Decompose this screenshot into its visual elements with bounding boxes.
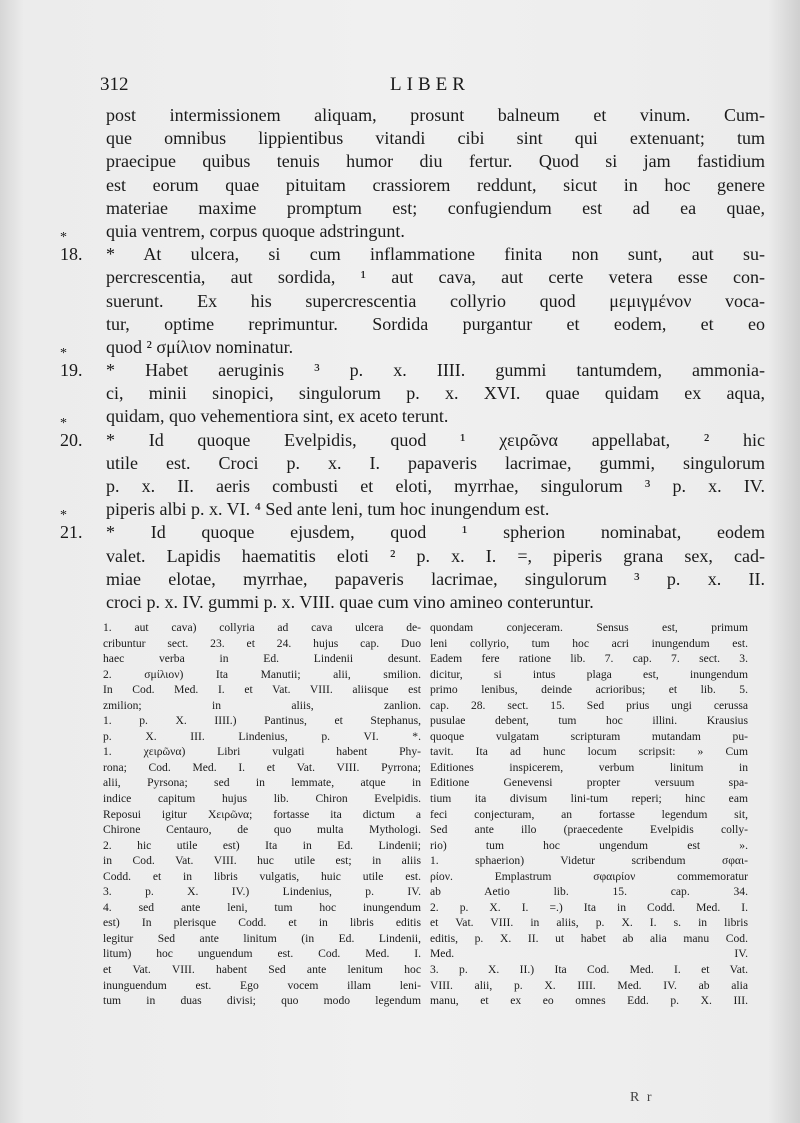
page-number: 312 bbox=[100, 74, 129, 95]
footnote-line bbox=[103, 651, 421, 667]
footnote-line bbox=[430, 636, 748, 652]
footnote-line bbox=[103, 869, 421, 885]
footnote-line bbox=[103, 682, 421, 698]
footnote-line bbox=[430, 744, 748, 760]
footnote-text: inunguendum est. Ego vocem illam leni- bbox=[103, 978, 421, 992]
footnote-text: 4. sed ante leni, tum hoc inungendum bbox=[103, 900, 421, 914]
footnote-text: rio) tum hoc ungendum est ». bbox=[430, 838, 748, 852]
text-line bbox=[60, 290, 765, 313]
footnote-line bbox=[103, 993, 421, 1009]
footnote-line bbox=[103, 791, 421, 807]
footnote-line bbox=[430, 807, 748, 823]
footnote-text: 1. sphaerion) Videtur scribendum σφαι- bbox=[430, 854, 748, 868]
footnote-line bbox=[430, 946, 748, 962]
footnote-line bbox=[430, 915, 748, 931]
footnote-text: VIII. alii, p. X. IIII. Med. IV. ab alia bbox=[430, 978, 748, 992]
footnote-line bbox=[430, 900, 748, 916]
line-text: suerunt. Ex his supercrescentia collyrio quod μεμιγμένον voca- bbox=[106, 290, 765, 311]
text-line bbox=[60, 150, 765, 173]
footnote-text: 3. p. X. IV.) Lindenius, p. IV. bbox=[103, 885, 421, 899]
footnote-text: dicitur, si intus plaga est, inungendum bbox=[430, 667, 748, 681]
footnote-text: est) In plerisque Codd. et in libris editis bbox=[103, 916, 421, 930]
footnote-line bbox=[103, 667, 421, 683]
footnotes-left-column bbox=[103, 620, 421, 1009]
footnote-text: et Vat. VIII. habent Sed ante lenitum hoc bbox=[103, 963, 421, 977]
text-line bbox=[60, 220, 765, 246]
line-text: quod ² σμίλιον nominatur. bbox=[106, 336, 294, 357]
footnote-line bbox=[430, 993, 748, 1009]
printer-signature: R r bbox=[630, 1090, 654, 1105]
text-line bbox=[60, 591, 765, 614]
footnote-text: 2. σμίλιον) Ita Manutii; alii, smilion. bbox=[103, 667, 421, 681]
line-text: est eorum quae pituitam crassiorem reddunt, sicut in hoc genere bbox=[106, 174, 765, 195]
text-line bbox=[60, 405, 765, 428]
line-text: * At ulcera, si cum inflammatione finita non sunt, aut su- bbox=[106, 244, 765, 265]
footnote-line bbox=[103, 978, 421, 994]
main-text bbox=[60, 104, 765, 614]
footnote-line bbox=[103, 760, 421, 776]
footnote-text: et Vat. VIII. in aliis, p. X. I. s. in libris bbox=[430, 916, 748, 930]
text-line bbox=[60, 313, 765, 336]
text-line bbox=[60, 475, 765, 498]
footnote-line bbox=[430, 791, 748, 807]
section-number: 19. bbox=[60, 360, 83, 381]
footnote-text: primo lenibus, deinde acrioribus; et lib. 5. bbox=[430, 683, 748, 697]
footnote-text: 2. hic utile est) Ita in Ed. Lindenii; bbox=[103, 838, 421, 852]
footnote-text: Med. IV. bbox=[430, 947, 748, 961]
line-text: p. x. II. aeris combusti et eloti, myrrhae, singulorum ³ p. x. IV. bbox=[106, 476, 765, 496]
line-text: materiae maxime promptum est; confugiendum est ad ea quae, bbox=[106, 197, 765, 218]
footnote-text: ρίον. Emplastrum σφαιρίον commemoratur bbox=[430, 869, 748, 883]
footnote-text: tavit. Ita ad hunc locum scripsit: » Cum bbox=[430, 745, 748, 759]
line-text: utile est. Croci p. x. I. papaveris lacrimae, gummi, singulorum bbox=[106, 452, 765, 473]
footnote-text: indice capitum hujus lib. Chiron Evelpidis. bbox=[103, 792, 421, 806]
footnote-text: alii, Pyrsona; sed in lemmate, atque in bbox=[103, 776, 421, 790]
footnote-text: quondam conjeceram. Sensus est, primum bbox=[430, 621, 748, 634]
footnote-line bbox=[430, 775, 748, 791]
asterisk-marker: * bbox=[60, 415, 67, 431]
line-text: valet. Lapidis haematitis eloti ² p. x. I. =, piperis grana sex, cad- bbox=[106, 545, 765, 566]
footnote-text: cribuntur sect. 23. et 24. hujus cap. Duo bbox=[103, 636, 421, 650]
footnote-line bbox=[103, 636, 421, 652]
footnote-line bbox=[103, 900, 421, 916]
footnote-text: p. X. III. Lindenius, p. VI. *. bbox=[103, 729, 421, 743]
footnote-text: manu, et ex eo omnes Edd. p. X. III. bbox=[430, 994, 748, 1008]
footnote-line bbox=[430, 620, 748, 636]
line-text: * Id quoque Evelpidis, quod ¹ χειρῶνα appellabat, ² hic bbox=[106, 429, 765, 450]
footnote-text: tum in duas divisi; quo modo legendum bbox=[103, 994, 421, 1008]
footnote-line bbox=[103, 713, 421, 729]
footnote-text: 2. p. X. I. =.) Ita in Codd. Med. I. bbox=[430, 900, 748, 914]
footnote-text: feci conjecturam, an fortasse legendum sit, bbox=[430, 807, 748, 821]
text-line bbox=[60, 174, 765, 197]
section-number: 18. bbox=[60, 244, 83, 265]
footnote-line bbox=[103, 884, 421, 900]
line-text: percrescentia, aut sordida, ¹ aut cava, aut certe vetera esse con- bbox=[106, 267, 765, 288]
footnote-line bbox=[430, 760, 748, 776]
footnote-text: 1. aut cava) collyria ad cava ulcera de- bbox=[103, 621, 421, 634]
line-text: croci p. x. IV. gummi p. x. VIII. quae cum vino amineo conteruntur. bbox=[106, 591, 594, 612]
footnote-line bbox=[103, 853, 421, 869]
footnote-text: 1. p. X. IIII.) Pantinus, et Stephanus, bbox=[103, 714, 421, 728]
line-text: quidam, quo vehementiora sint, ex aceto terunt. bbox=[106, 406, 449, 427]
footnote-text: Codd. et in libris vulgatis, huic utile est. bbox=[103, 869, 421, 883]
footnote-text: leni collyrio, tum hoc acri inungendum est. bbox=[430, 636, 748, 650]
text-line bbox=[60, 568, 765, 591]
footnote-line bbox=[430, 853, 748, 869]
footnote-text: pusulae debent, tum hoc illini. Krausius bbox=[430, 714, 748, 728]
footnote-line bbox=[430, 667, 748, 683]
footnote-text: quoque vulgatam scripturam mutandam pu- bbox=[430, 729, 748, 743]
text-line bbox=[60, 498, 765, 524]
section-number: 21. bbox=[60, 522, 83, 543]
line-text: tur, optime reprimuntur. Sordida purgantur et eodem, et eo bbox=[106, 313, 765, 334]
footnote-line bbox=[430, 931, 748, 947]
footnote-text: tium ita divisum lini-tum reperi; hinc eam bbox=[430, 792, 748, 806]
footnote-line bbox=[430, 651, 748, 667]
footnote-text: rona; Cod. Med. I. et Vat. VIII. Pyrrona; bbox=[103, 760, 421, 774]
section-number: 20. bbox=[60, 429, 83, 450]
footnote-line bbox=[103, 946, 421, 962]
running-title: LIBER bbox=[390, 74, 470, 95]
line-text: post intermissionem aliquam, prosunt balneum et vinum. Cum- bbox=[106, 105, 765, 125]
footnote-text: zmilion; in aliis, zanlion. bbox=[103, 698, 421, 712]
line-text: que omnibus lippientibus vitandi cibi sint qui extenuant; tum bbox=[106, 128, 765, 149]
footnote-text: ab Aetio lib. 15. cap. 34. bbox=[430, 885, 748, 899]
footnote-line bbox=[103, 962, 421, 978]
footnote-text: 3. p. X. II.) Ita Cod. Med. I. et Vat. bbox=[430, 963, 748, 977]
text-line bbox=[60, 197, 765, 220]
line-text: miae elotae, myrrhae, papaveris lacrimae, singulorum ³ p. x. II. bbox=[106, 568, 765, 589]
footnote-text: in Cod. Vat. VIII. huc utile est; in aliis bbox=[103, 854, 421, 868]
line-text: * Id quoque ejusdem, quod ¹ spherion nominabat, eodem bbox=[106, 522, 765, 543]
footnote-line bbox=[103, 931, 421, 947]
line-text: quia ventrem, corpus quoque adstringunt. bbox=[106, 220, 405, 241]
footnote-text: litum) hoc unguendum est. Cod. Med. I. bbox=[103, 947, 421, 961]
text-line bbox=[60, 104, 765, 127]
line-text: * Habet aeruginis ³ p. x. IIII. gummi tantumdem, ammonia- bbox=[106, 360, 765, 381]
text-line bbox=[60, 127, 765, 150]
footnotes-right-column bbox=[430, 620, 748, 1009]
footnote-text: cap. 28. sect. 15. Sed prius ungi cerussa bbox=[430, 698, 748, 712]
text-line bbox=[60, 266, 765, 289]
footnote-line bbox=[103, 744, 421, 760]
text-line bbox=[60, 336, 765, 362]
footnote-line bbox=[430, 884, 748, 900]
page-header bbox=[100, 74, 760, 100]
footnote-line bbox=[430, 962, 748, 978]
footnote-line bbox=[430, 869, 748, 885]
footnote-text: 1. χειρῶνα) Libri vulgati habent Phy- bbox=[103, 745, 421, 759]
asterisk-marker: * bbox=[60, 508, 67, 524]
footnote-line bbox=[103, 620, 421, 636]
footnote-text: editis, p. X. II. ut habet ab alia manu Cod. bbox=[430, 931, 748, 945]
asterisk-marker: * bbox=[60, 230, 67, 246]
footnote-text: Editione Genevensi propter versuum spa- bbox=[430, 776, 748, 790]
footnote-line bbox=[430, 713, 748, 729]
footnote-line bbox=[103, 822, 421, 838]
footnote-line bbox=[103, 729, 421, 745]
line-text: praecipue quibus tenuis humor diu fertur. Quod si jam fastidium bbox=[106, 151, 765, 172]
footnote-line bbox=[430, 838, 748, 854]
footnote-line bbox=[430, 682, 748, 698]
footnote-text: In Cod. Med. I. et Vat. VIII. aliisque est bbox=[103, 683, 421, 697]
footnote-text: legitur Sed ante linitum (in Ed. Lindenii, bbox=[103, 931, 421, 945]
footnote-line bbox=[430, 822, 748, 838]
footnote-text: Chirone Centauro, de quo multa Mythologi. bbox=[103, 823, 421, 837]
text-line bbox=[60, 452, 765, 475]
footnote-text: Editiones inspicerem, verbum linitum in bbox=[430, 760, 748, 774]
footnote-line bbox=[103, 915, 421, 931]
text-line bbox=[60, 382, 765, 405]
line-text: piperis albi p. x. VI. ⁴ Sed ante leni, tum hoc inungendum est. bbox=[106, 499, 550, 520]
footnote-text: Sed ante illo (praecedente Evelpidis colly- bbox=[430, 823, 748, 837]
footnote-line bbox=[103, 807, 421, 823]
asterisk-marker: * bbox=[60, 346, 67, 362]
footnote-line bbox=[430, 698, 748, 714]
footnote-line bbox=[430, 978, 748, 994]
text-line bbox=[60, 545, 765, 568]
footnote-line bbox=[103, 838, 421, 854]
footnote-line bbox=[430, 729, 748, 745]
footnote-text: haec verba in Ed. Lindenii desunt. bbox=[103, 652, 421, 666]
footnote-line bbox=[103, 698, 421, 714]
footnote-text: Eadem fere ratione lib. 7. cap. 7. sect. 3. bbox=[430, 652, 748, 666]
footnote-line bbox=[103, 775, 421, 791]
line-text: ci, minii sinopici, singulorum p. x. XVI. quae quidam ex aqua, bbox=[106, 383, 765, 404]
footnote-text: Reposui igitur Χειρῶνα; fortasse ita dictum a bbox=[103, 807, 421, 821]
